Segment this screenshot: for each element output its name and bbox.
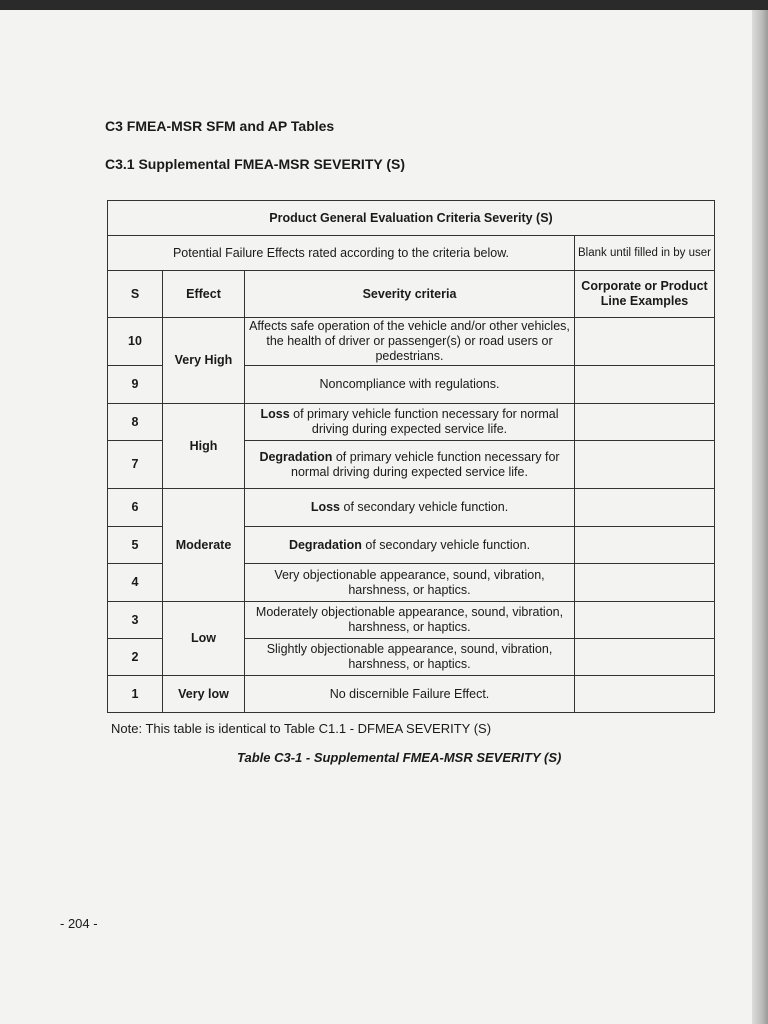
criteria-text: Moderately objectionable appearance, sound, vibration, harshness, or haptics. bbox=[255, 605, 564, 634]
criteria-keyword: Degradation bbox=[288, 537, 362, 552]
example-cell bbox=[575, 564, 715, 602]
header-criteria: Severity criteria bbox=[245, 271, 575, 318]
example-cell bbox=[575, 404, 715, 441]
header-examples: Corporate or Product Line Examples bbox=[575, 271, 715, 318]
severity-value: 8 bbox=[108, 404, 163, 441]
example-cell bbox=[575, 602, 715, 639]
criteria-keyword: Loss bbox=[260, 407, 290, 421]
effect-cell: Moderate bbox=[163, 489, 245, 602]
table-row bbox=[108, 318, 715, 366]
criteria-cell bbox=[245, 639, 575, 676]
subsection-heading: C3.1 Supplemental FMEA-MSR SEVERITY (S) bbox=[105, 156, 406, 172]
example-cell bbox=[575, 441, 715, 489]
criteria-text: Very objectionable appearance, sound, vibration, harshness, or haptics. bbox=[274, 567, 545, 597]
page-edge bbox=[752, 10, 768, 1024]
criteria-cell bbox=[245, 602, 575, 639]
criteria-text: Noncompliance with regulations. bbox=[319, 377, 500, 391]
criteria-cell bbox=[245, 404, 575, 441]
criteria-text: of secondary vehicle function. bbox=[340, 500, 509, 514]
severity-value: 6 bbox=[108, 489, 163, 527]
criteria-text: No discernible Failure Effect. bbox=[329, 686, 490, 701]
example-cell bbox=[575, 639, 715, 676]
criteria-cell bbox=[245, 527, 575, 564]
severity-value: 10 bbox=[108, 318, 163, 366]
severity-value: 3 bbox=[108, 602, 163, 639]
example-cell bbox=[575, 527, 715, 564]
table-title: Product General Evaluation Criteria Severity (S) bbox=[108, 201, 715, 236]
blank-note: Blank until filled in by user bbox=[575, 236, 715, 271]
criteria-cell bbox=[245, 318, 575, 366]
effect-cell: Very low bbox=[163, 676, 245, 713]
severity-value: 7 bbox=[108, 441, 163, 489]
criteria-text: Slightly objectionable appearance, sound, vibration, harshness, or haptics. bbox=[266, 642, 553, 671]
example-cell bbox=[575, 489, 715, 527]
criteria-cell bbox=[245, 676, 575, 713]
header-s: S bbox=[108, 271, 163, 318]
effect-cell: Low bbox=[163, 602, 245, 676]
table-caption: Table C3-1 - Supplemental FMEA-MSR SEVERITY (S) bbox=[237, 750, 562, 765]
severity-value: 1 bbox=[108, 676, 163, 713]
criteria-text: of primary vehicle function necessary for normal driving during expected service life. bbox=[289, 407, 559, 436]
example-cell bbox=[575, 318, 715, 366]
criteria-text: Affects safe operation of the vehicle and/or other vehicles, the health of driver or passenger(s) or road users or pedestrians. bbox=[249, 319, 570, 363]
table-row bbox=[108, 676, 715, 713]
table-intro: Potential Failure Effects rated according to the criteria below. bbox=[108, 236, 575, 271]
example-cell bbox=[575, 366, 715, 404]
criteria-text: of primary vehicle function necessary for normal driving during expected service life. bbox=[291, 449, 560, 479]
table-row bbox=[108, 404, 715, 441]
table-note: Note: This table is identical to Table C1.1 - DFMEA SEVERITY (S) bbox=[111, 721, 492, 736]
criteria-text: of secondary vehicle function. bbox=[361, 537, 531, 552]
header-effect: Effect bbox=[163, 271, 245, 318]
severity-value: 9 bbox=[108, 366, 163, 404]
table-row bbox=[108, 602, 715, 639]
effect-cell: High bbox=[163, 404, 245, 489]
section-heading: C3 FMEA-MSR SFM and AP Tables bbox=[105, 118, 335, 134]
criteria-cell bbox=[245, 564, 575, 602]
page-number: - 204 - bbox=[60, 916, 98, 931]
criteria-cell bbox=[245, 489, 575, 527]
effect-cell: Very High bbox=[163, 318, 245, 404]
severity-value: 4 bbox=[108, 564, 163, 602]
criteria-cell bbox=[245, 366, 575, 404]
criteria-keyword: Degradation bbox=[259, 449, 333, 464]
criteria-cell bbox=[245, 441, 575, 489]
example-cell bbox=[575, 676, 715, 713]
severity-table bbox=[107, 200, 715, 713]
severity-value: 5 bbox=[108, 527, 163, 564]
severity-value: 2 bbox=[108, 639, 163, 676]
criteria-keyword: Loss bbox=[310, 500, 341, 514]
table-row bbox=[108, 489, 715, 527]
